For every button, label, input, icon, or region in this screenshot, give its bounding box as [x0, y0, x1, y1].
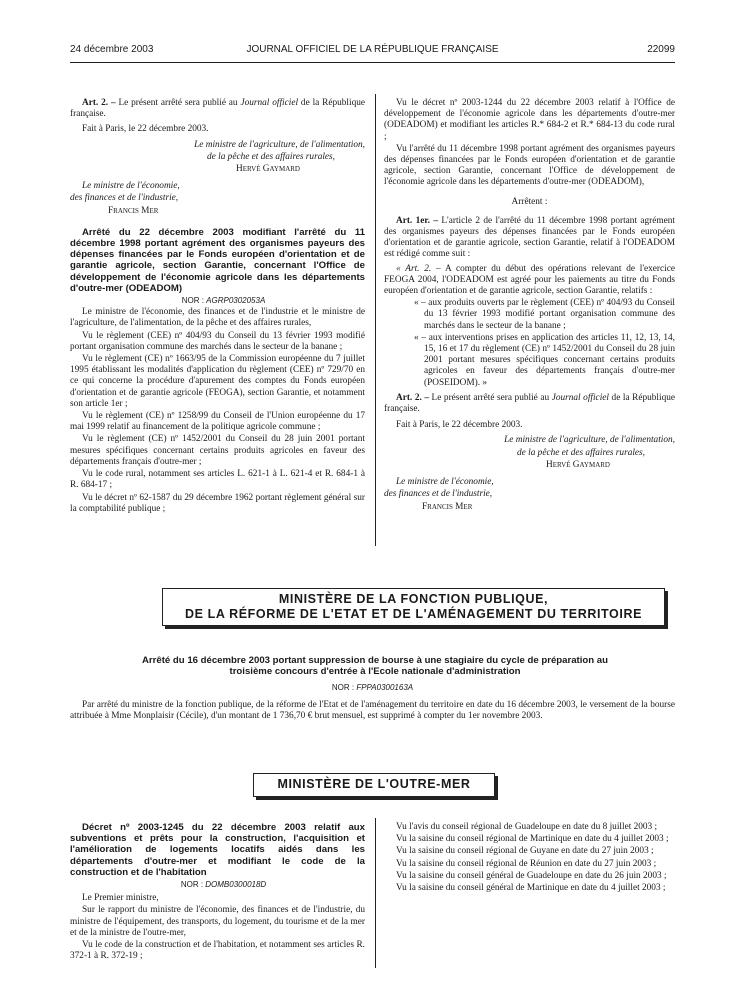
article-1-paragraph: Art. 1er. – L'article 2 de l'arrêté du 11 décembre 1998 portant agrément des organismes payeurs des dépenses financées par le Fonds européen d'orientation et de garantie agricole, section Garantie, relatif à l'ODEADOM est rédigé comme suit : [384, 215, 675, 260]
left-column-bottom [70, 822, 365, 963]
paragraph: Vu l'arrêté du 11 décembre 1998 portant agrément des organismes payeurs des dépenses financées par le Fonds européen d'orientation et de garantie agricole, section Garantie, concernant l'Office de développement de l'économie agricole dans les départements d'outre-mer (ODEADOM), [384, 143, 675, 188]
paragraph: Vu la saisine du conseil régional de Guyane en date du 27 juin 2003 ; [396, 846, 654, 857]
article-2-paragraph: Art. 2. – Le présent arrêté sera publié au Journal officiel de la République française. [70, 98, 366, 120]
paragraph: Vu le règlement (CEE) nº 404/93 du Conseil du 13 février 1993 modifié portant organisation commune des marchés dans le secteur de la banane ; [70, 330, 365, 352]
signature-title: Le ministre de l'économie, [82, 181, 180, 192]
signature-name: Francis Mer [108, 205, 159, 216]
nor-reference: NOR : AGRP0302053A [181, 296, 266, 306]
paragraph: Vu le décret nº 62-1587 du 29 décembre 1962 portant règlement général sur la comptabilité publique ; [70, 492, 365, 514]
fait-a-paris: Fait à Paris, le 22 décembre 2003. [396, 420, 523, 431]
header-page-number: 22099 [647, 44, 675, 55]
signature-title: Le ministre de l'économie, [396, 477, 494, 488]
paragraph: Le ministre de l'économie, des finances et de l'industrie et le ministre de l'agriculture, de l'alimentation, de la pêche et des affaires rurales, [70, 307, 365, 329]
right-column-top [384, 98, 675, 514]
list-item: « – aux produits ouverts par le règlement (CEE) nº 404/93 du Conseil du 13 février 1993 modifié portant organisation commune des marchés dans le secteur de la banane ; [414, 298, 675, 331]
signature-title: des finances et de l'industrie, [384, 489, 493, 500]
paragraph: Vu la saisine du conseil général de Guadeloupe en date du 26 juin 2003 ; [396, 870, 667, 881]
paragraph: Vu la saisine du conseil général de Martinique en date du 4 juillet 2003 ; [396, 883, 666, 894]
column-divider [375, 818, 376, 968]
paragraph: Sur le rapport du ministre de l'économie, des finances et de l'industrie, du ministre de l'équipement, des transports, du logement, du tourisme et de la mer et de la ministre de l'outre-mer, [70, 905, 365, 938]
fait-a-paris: Fait à Paris, le 22 décembre 2003. [82, 124, 209, 135]
ministry-heading-line: DE LA RÉFORME DE L'ETAT ET DE L'AMÉNAGEMENT DU TERRITOIRE [184, 607, 643, 621]
paragraph: Vu le décret nº 2003-1244 du 22 décembre 2003 relatif à l'Office de développement de l'économie agricole dans les départements d'outre-mer (ODEADOM) et modifiant les articles R.* 684-2 et R.* 684-13 du code rural ; [384, 98, 675, 142]
column-divider [375, 94, 376, 546]
signature-name: Hervé Gaymard [546, 459, 610, 470]
header-rule [70, 62, 675, 63]
arrete-body: Par arrêté du ministre de la fonction publique, de la réforme de l'Etat et de l'aménagement du territoire en date du 16 décembre 2003, le versement de la bourse attribuée à Mme Monplaisir (Cécile), d'un montant de 1 736,70 € brut mensuel, est supprimé à compter du 1er novembre 2003. [70, 700, 675, 722]
arretent-heading: Arrêtent : [511, 196, 548, 207]
signature-title: Le ministre de l'agriculture, de l'alimentation, [194, 139, 365, 150]
signature-name: Hervé Gaymard [236, 164, 300, 175]
header-date: 24 décembre 2003 [70, 44, 154, 55]
arrete-title: Arrêté du 16 décembre 2003 portant suppression de bourse à une stagiaire du cycle de préparation au troisième concours d'entrée à l'Ecole nationale d'administration [142, 655, 608, 677]
decret-title: Décret nº 2003-1245 du 22 décembre 2003 relatif aux subventions et prêts pour la construction, l'acquisition et l'amélioration de logements locatifs aidés dans les départements d'outre-mer et modifiant le code de la construction et de l'habitation [70, 822, 365, 878]
article-label: Art. 2. – [82, 98, 116, 108]
signature-name: Francis Mer [422, 501, 473, 512]
signature-title: des finances et de l'industrie, [70, 193, 179, 204]
paragraph: Vu le code de la construction et de l'habitation, et notamment ses articles R. 372-1 à R. 372-19 ; [70, 940, 365, 962]
paragraph: Le Premier ministre, [82, 893, 159, 904]
left-column-top [70, 98, 365, 516]
paragraph: Vu le règlement (CE) nº 1258/99 du Conseil de l'Union européenne du 17 mai 1999 relatif au financement de la politique agricole commune ; [70, 411, 365, 433]
paragraph: Vu la saisine du conseil régional de Réunion en date du 27 juin 2003 ; [396, 858, 657, 869]
paragraph: Vu le règlement (CE) nº 1452/2001 du Conseil du 28 juin 2001 portant mesures spécifiques concernant certains produits agricoles en faveur des départements français d'outre-mer ; [70, 434, 365, 467]
nor-reference: NOR : FPPA0300163A [331, 683, 414, 692]
signature-title: de la pêche et des affaires rurales, [207, 151, 335, 162]
paragraph: Vu l'avis du conseil régional de Guadeloupe en date du 8 juillet 2003 ; [396, 822, 658, 832]
list-item: « – aux interventions prises en application des articles 11, 12, 13, 14, 15, 16 et 17 du règlement (CE) nº 1452/2001 du Conseil du 28 juin 2001 portant mesures spécifiques concernant certains produits agricoles en faveur des départements français d'outre-mer (POSEIDOM). » [414, 332, 675, 388]
header-journal-title: JOURNAL OFFICIEL DE LA RÉPUBLIQUE FRANÇAISE [246, 44, 499, 55]
ministry-heading-fonction-publique [162, 588, 665, 626]
nor-reference: NOR : DOMB0300018D [180, 880, 267, 890]
article-2-paragraph: Art. 2. – Le présent arrêté sera publié au Journal officiel de la République française. [384, 392, 675, 415]
page-header [70, 44, 675, 60]
quoted-article-2: « Art. 2. – A compter du début des opérations relevant de l'exercice FEOGA 2004, l'ODEADOM est agréé pour les paiements au titre du Fonds européen d'orientation et de garantie agricole, section Garantie, relatifs : [384, 263, 675, 297]
ministry-heading-line: MINISTÈRE DE LA FONCTION PUBLIQUE, [278, 592, 549, 606]
signature-title: de la pêche et des affaires rurales, [517, 447, 645, 458]
right-column-bottom [384, 822, 675, 895]
signature-title: Le ministre de l'agriculture, de l'alimentation, [504, 435, 675, 446]
paragraph: Vu le règlement (CE) nº 1663/95 de la Commission européenne du 7 juillet 1995 établissant les modalités d'application du règlement (CEE) nº 729/70 en ce qui concerne la procédure d'apurement des comptes du Fonds européen d'orientation et de garantie agricole (FEOGA), section Garantie, et notamment son article 1er ; [70, 354, 365, 409]
paragraph: Vu le code rural, notamment ses articles L. 621-1 à L. 621-4 et R. 684-1 à R. 684-17 ; [70, 469, 365, 491]
paragraph: Vu la saisine du conseil régional de Martinique en date du 4 juillet 2003 ; [396, 834, 669, 845]
arrete-title: Arrêté du 22 décembre 2003 modifiant l'arrêté du 11 décembre 1998 portant agrément des organismes payeurs des dépenses financées par le Fonds européen d'orientation et de garantie agricole, section Garantie, concernant l'Office de développement de l'économie agricole dans les départements d'outre-mer (ODEADOM) [70, 226, 365, 294]
ministry-heading-outre-mer: MINISTÈRE DE L'OUTRE-MER [253, 773, 495, 797]
